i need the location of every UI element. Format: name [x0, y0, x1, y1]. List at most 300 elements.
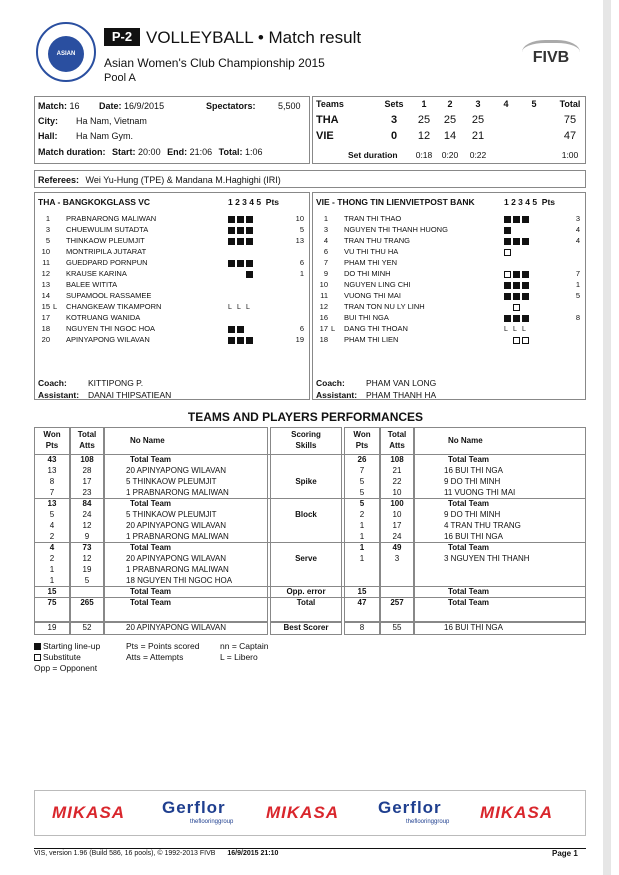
total-time: 1:06 [245, 147, 263, 157]
starting-square-icon [522, 216, 529, 223]
perf-atts: 49 [392, 543, 402, 552]
player-number: 4 [323, 236, 328, 245]
page-number: Page 1 [552, 849, 578, 858]
player-name: DANG THI THOAN [344, 324, 408, 333]
libero-mark: L [228, 304, 232, 311]
libero-mark: L [513, 326, 517, 333]
perf-player: 20 APINYAPONG WILAVAN [126, 554, 227, 563]
spectators-count: 5,500 [278, 101, 301, 111]
hall: Ha Nam Gym. [76, 131, 134, 141]
performances-title: TEAMS AND PLAYERS PERFORMANCES [187, 410, 424, 424]
set-duration-label: Set duration [348, 150, 398, 160]
player-sets [504, 225, 544, 234]
fivb-logo: FIVB [522, 40, 580, 70]
starting-square-icon [228, 326, 235, 333]
starting-square-icon [504, 227, 511, 234]
player-points: 5 [575, 291, 580, 300]
player-points: 1 [575, 280, 580, 289]
starting-square-icon [522, 271, 529, 278]
starting-square-icon [246, 216, 253, 223]
perf-group-rule [34, 454, 586, 455]
perf-won: 1 [359, 532, 365, 541]
player-number: 11 [320, 291, 328, 300]
starting-square-icon [237, 337, 244, 344]
perf-won: 75 [47, 598, 57, 607]
perf-player: 18 NGUYEN THI NGOC HOA [126, 576, 233, 585]
team-a-columns: 1 2 3 4 5 Pts [228, 197, 280, 207]
perf-skill: Serve [295, 554, 317, 563]
perf-player: Total Team [448, 499, 490, 508]
starting-square-icon [237, 326, 244, 333]
perf-won: 7 [49, 488, 55, 497]
perf-atts: 10 [392, 488, 402, 497]
perf-won: 2 [49, 532, 55, 541]
perf-atts: 23 [82, 488, 92, 497]
player-number: 20 [41, 335, 50, 344]
libero-mark: L [237, 304, 241, 311]
starting-square-icon [228, 227, 235, 234]
player-libero-flag: L [331, 324, 336, 333]
score-header-cell: 2 [447, 99, 453, 109]
legend-pts: Pts = Points scored [126, 641, 200, 651]
starting-square-icon [228, 216, 235, 223]
perf-atts: 265 [80, 598, 94, 607]
perf-header: Total [77, 430, 97, 439]
player-sets [504, 302, 544, 311]
player-libero-flag: L [53, 302, 58, 311]
legend-starting: Starting line-up [34, 641, 100, 652]
player-name: TRAN THI THAO [344, 214, 402, 223]
gerflor-logo-1: Gerflor [162, 798, 226, 817]
referees-label: Referees: [38, 175, 80, 185]
starting-square-icon [237, 260, 244, 267]
perf-atts: 3 [394, 554, 400, 563]
score-header-cell: Teams [316, 99, 344, 109]
gerflor-logo-2: Gerflor [378, 798, 442, 817]
player-name: PHAM THI YEN [344, 258, 398, 267]
player-sets [228, 236, 268, 245]
legend-opp: Opp = Opponent [34, 663, 98, 673]
city-label: City: [38, 116, 58, 126]
perf-header: Total [387, 430, 407, 439]
player-number: 16 [319, 313, 328, 322]
set-duration-value: 1:00 [561, 150, 579, 160]
legend-substitute: Substitute [34, 652, 100, 663]
substitute-square-icon [504, 249, 511, 256]
perf-won: 5 [359, 488, 365, 497]
starting-square-icon [246, 227, 253, 234]
player-name: BUI THI NGA [344, 313, 389, 322]
player-sets [504, 214, 544, 223]
player-sets [228, 335, 268, 344]
legend-libero: L = Libero [220, 652, 258, 662]
perf-player: 4 TRAN THU TRANG [444, 521, 521, 530]
footer-rule [34, 848, 586, 849]
score-header-cell: Total [559, 99, 581, 109]
player-name: MONTRIPILA JUTARAT [66, 247, 147, 256]
player-name: NGUYEN LING CHI [344, 280, 411, 289]
team-a-coach-name: KITTIPONG P. [88, 378, 144, 388]
perf-won: 26 [357, 455, 367, 464]
player-number: 6 [323, 247, 328, 256]
perf-player: 1 PRABNARONG MALIWAN [126, 532, 229, 541]
player-name: DO THI MINH [344, 269, 391, 278]
team-a-roster [34, 214, 310, 364]
score-header-cell: 1 [421, 99, 427, 109]
libero-mark: L [246, 304, 250, 311]
score-header-cell: 3 [475, 99, 481, 109]
perf-group-rule [34, 542, 586, 543]
duration-row [38, 147, 263, 157]
perf-won: 13 [47, 499, 57, 508]
legend-captain: nn = Captain [220, 641, 269, 651]
score-cell: 25 [443, 114, 457, 126]
score-header-cell: Sets [384, 99, 404, 109]
player-sets [228, 302, 268, 311]
starting-square-icon [513, 315, 520, 322]
player-name: NGUYEN THI THANH HUONG [344, 225, 448, 234]
perf-atts: 108 [80, 455, 94, 464]
perf-won: 15 [357, 587, 367, 596]
player-number: 15 [41, 302, 50, 311]
perf-skill: Opp. error [286, 587, 326, 596]
player-number: 12 [41, 269, 50, 278]
player-sets [228, 214, 268, 223]
perf-won: 1 [49, 576, 55, 585]
perf-won: 5 [359, 477, 365, 486]
substitute-square-icon [522, 337, 529, 344]
player-name: NGUYEN THI NGOC HOA [66, 324, 156, 333]
player-number: 18 [319, 335, 328, 344]
player-number: 3 [45, 225, 50, 234]
player-points: 13 [295, 236, 304, 245]
best-won: 8 [359, 623, 365, 632]
perf-player: Total Team [448, 455, 490, 464]
perf-atts: 5 [84, 576, 90, 585]
page-title: VOLLEYBALL • Match result [146, 28, 362, 47]
player-points: 6 [299, 258, 304, 267]
starting-square-icon [522, 315, 529, 322]
best-atts: 52 [82, 623, 92, 632]
perf-player: Total Team [130, 499, 172, 508]
score-cell: THA [316, 114, 339, 126]
perf-header: Pts [45, 441, 59, 450]
starting-square-icon [237, 238, 244, 245]
perf-header-skill: Skills [295, 441, 317, 450]
perf-header: Atts [389, 441, 405, 450]
perf-player: 5 THINKAOW PLEUMJIT [126, 477, 217, 486]
player-name: PHAM THI LIEN [344, 335, 399, 344]
team-b-assistant-name: PHAM THANH HA [366, 390, 437, 400]
perf-won: 43 [47, 455, 57, 464]
player-number: 14 [41, 291, 50, 300]
perf-atts: 24 [82, 510, 92, 519]
player-name: KOTRUANG WANIDA [66, 313, 141, 322]
referees-names: Wei Yu-Hung (TPE) & Mandana M.Haghighi (IRI) [85, 175, 281, 185]
perf-atts: 108 [390, 455, 404, 464]
page-code: P-2 [104, 28, 140, 46]
perf-player: Total Team [130, 598, 172, 607]
perf-player: 1 PRABNARONG MALIWAN [126, 488, 229, 497]
player-points: 8 [575, 313, 580, 322]
player-number: 9 [323, 269, 328, 278]
player-points: 10 [295, 214, 304, 223]
starting-square-icon [228, 260, 235, 267]
best-atts: 55 [392, 623, 402, 632]
score-cell: 25 [417, 114, 431, 126]
player-sets [504, 324, 544, 333]
perf-atts: 10 [392, 510, 402, 519]
player-number: 18 [41, 324, 50, 333]
player-name: VU THI THU HA [344, 247, 399, 256]
score-cell: 21 [471, 130, 485, 142]
player-points: 5 [299, 225, 304, 234]
perf-header: Won [353, 430, 371, 439]
starting-square-icon [504, 315, 511, 322]
perf-atts: 73 [82, 543, 92, 552]
player-number: 1 [323, 214, 328, 223]
filled-square-icon [34, 643, 41, 650]
perf-header-name: No Name [130, 436, 165, 445]
score-header-cell: 5 [531, 99, 537, 109]
substitute-square-icon [513, 304, 520, 311]
perf-player: 1 PRABNARONG MALIWAN [126, 565, 229, 574]
perf-atts: 12 [82, 521, 92, 530]
player-sets [228, 269, 268, 278]
score-cell: 3 [390, 114, 398, 126]
player-points: 7 [575, 269, 580, 278]
starting-square-icon [237, 227, 244, 234]
set-duration-value: 0:20 [441, 150, 459, 160]
perf-won: 1 [359, 521, 365, 530]
perf-atts: 19 [82, 565, 92, 574]
score-cell: 14 [443, 130, 457, 142]
perf-player: 5 THINKAOW PLEUMJIT [126, 510, 217, 519]
starting-square-icon [513, 293, 520, 300]
perf-skill: Total [296, 598, 316, 607]
perf-player: Total Team [130, 455, 172, 464]
set-duration-value: 0:22 [469, 150, 487, 160]
player-number: 12 [319, 302, 328, 311]
perf-won: 1 [359, 543, 365, 552]
referees-row [38, 175, 281, 185]
starting-square-icon [522, 282, 529, 289]
date-label: Date: [99, 101, 122, 111]
perf-won: 4 [49, 543, 55, 552]
starting-square-icon [513, 216, 520, 223]
perf-atts: 84 [82, 499, 92, 508]
perf-group-rule [34, 498, 586, 499]
perf-atts: 17 [82, 477, 92, 486]
perf-won: 47 [357, 598, 367, 607]
player-name: VUONG THI MAI [344, 291, 401, 300]
start-label: Start: [112, 147, 136, 157]
perf-player: Total Team [130, 543, 172, 552]
match-label: Match: [38, 101, 67, 111]
coach-label: Coach: [38, 378, 67, 388]
player-number: 10 [319, 280, 328, 289]
player-name: KRAUSE KARINA [66, 269, 127, 278]
starting-square-icon [228, 238, 235, 245]
championship-name: Asian Women's Club Championship 2015 [104, 56, 325, 70]
player-sets [228, 225, 268, 234]
perf-won: 8 [49, 477, 55, 486]
performances-table [34, 427, 586, 635]
starting-square-icon [246, 260, 253, 267]
starting-square-icon [246, 271, 253, 278]
player-points: 19 [295, 335, 304, 344]
player-sets [504, 313, 544, 322]
team-b-name: VIE - THONG TIN LIENVIETPOST BANK [316, 197, 475, 207]
perf-atts: 100 [390, 499, 404, 508]
perf-won: 5 [359, 499, 365, 508]
end-time: 21:06 [189, 147, 213, 157]
perf-player: 3 NGUYEN THI THANH [444, 554, 530, 563]
team-b-roster [312, 214, 586, 364]
score-header-cell: 4 [503, 99, 509, 109]
perf-player: Total Team [448, 543, 490, 552]
logo-badge: ASIAN CLUB [48, 36, 84, 72]
score-cell: VIE [316, 130, 334, 142]
player-name: TRAN TON NU LY LINH [344, 302, 425, 311]
player-points: 3 [575, 214, 580, 223]
perf-player: Total Team [448, 587, 490, 596]
player-points: 4 [575, 236, 580, 245]
perf-player: 16 BUI THI NGA [444, 532, 503, 541]
perf-won: 7 [359, 466, 365, 475]
total-label: Total: [218, 147, 243, 157]
player-number: 1 [45, 214, 50, 223]
team-a-assistant-name: DANAI THIPSATIEAN [88, 390, 172, 400]
starting-square-icon [513, 238, 520, 245]
player-sets [504, 269, 544, 278]
end-label: End: [167, 147, 188, 157]
substitute-square-icon [504, 271, 511, 278]
player-number: 3 [323, 225, 328, 234]
team-b-columns: 1 2 3 4 5 Pts [504, 197, 556, 207]
perf-header: Pts [355, 441, 369, 450]
team-a-assistant-label: Assistant: [38, 390, 80, 400]
match-date: 16/9/2015 [124, 101, 165, 111]
starting-square-icon [504, 238, 511, 245]
mikasa-logo-2: MIKASA [266, 803, 340, 822]
footer-version-text: VIS, version 1.96 (Build 586, 16 pools), © 1992-2013 FIVB [34, 850, 216, 857]
perf-atts: 9 [84, 532, 90, 541]
player-name: CHANGKEAW TIKAMPORN [66, 302, 162, 311]
footer-date: 16/9/2015 21:10 [227, 850, 279, 857]
legend-right [220, 641, 268, 663]
player-number: 17 [319, 324, 328, 333]
perf-header-name: No Name [448, 436, 483, 445]
score-header [312, 99, 586, 111]
starting-square-icon [504, 282, 511, 289]
perf-atts: 21 [392, 466, 402, 475]
player-number: 10 [41, 247, 50, 256]
perf-won: 15 [47, 587, 57, 596]
player-name: GUEDPARD PORNPUN [66, 258, 148, 267]
legend-atts: Atts = Attempts [126, 652, 184, 662]
starting-square-icon [246, 238, 253, 245]
best-player: 20 APINYAPONG WILAVAN [126, 623, 227, 632]
starting-square-icon [513, 271, 520, 278]
best-won: 19 [47, 623, 57, 632]
libero-mark: L [522, 326, 526, 333]
starting-square-icon [504, 216, 511, 223]
player-sets [228, 258, 268, 267]
perf-atts: 257 [390, 598, 404, 607]
perf-player: 20 APINYAPONG WILAVAN [126, 466, 227, 475]
perf-player: 9 DO THI MINH [444, 510, 501, 519]
set-duration-value: 0:18 [415, 150, 433, 160]
player-name: TRAN THU TRANG [344, 236, 410, 245]
perf-won: 2 [359, 510, 365, 519]
libero-mark: L [504, 326, 508, 333]
match-number: 16 [69, 101, 80, 111]
mikasa-logo-3: MIKASA [480, 803, 554, 822]
starting-square-icon [513, 282, 520, 289]
player-sets [504, 247, 544, 256]
score-cell: 12 [417, 130, 431, 142]
perf-atts: 22 [392, 477, 402, 486]
player-sets [504, 335, 544, 344]
team-b-coach-label: Coach: [316, 378, 345, 388]
player-name: THINKAOW PLEUMJIT [66, 236, 145, 245]
player-number: 17 [41, 313, 50, 322]
player-number: 13 [41, 280, 50, 289]
spectators-row [206, 101, 256, 111]
spectators-label: Spectators: [206, 101, 256, 111]
perf-player: Total Team [448, 598, 490, 607]
perf-atts: 17 [392, 521, 402, 530]
best-skill: Best Scorer [283, 623, 329, 632]
player-sets [228, 324, 268, 333]
match-number-row [38, 101, 80, 111]
player-name: APINYAPONG WILAVAN [66, 335, 150, 344]
perf-won: 5 [49, 510, 55, 519]
start-time: 20:00 [138, 147, 161, 157]
team-b-assistant-label: Assistant: [316, 390, 358, 400]
perf-won: 1 [49, 565, 55, 574]
perf-atts: 24 [392, 532, 402, 541]
perf-atts: 12 [82, 554, 92, 563]
pool-name: Pool A [104, 72, 136, 84]
player-points: 6 [299, 324, 304, 333]
player-number: 5 [45, 236, 50, 245]
team-a-coach [38, 378, 67, 388]
player-sets [504, 280, 544, 289]
city: Ha Nam, Vietnam [76, 116, 147, 126]
player-name: SUPAMOOL RASSAMEE [66, 291, 152, 300]
perf-skill: Block [295, 510, 317, 519]
perf-won: 2 [49, 554, 55, 563]
perf-header: Atts [79, 441, 95, 450]
starting-square-icon [522, 238, 529, 245]
duration-label: Match duration: [38, 147, 106, 157]
player-number: 11 [42, 258, 50, 267]
perf-player: Total Team [130, 587, 172, 596]
legend-middle [126, 641, 199, 663]
mikasa-logo-1: MIKASA [52, 803, 126, 822]
starting-square-icon [237, 216, 244, 223]
perf-header-skill: Scoring [291, 430, 321, 439]
perf-header: Won [43, 430, 61, 439]
legend [34, 641, 100, 674]
starting-square-icon [522, 293, 529, 300]
perf-skill: Spike [295, 477, 317, 486]
gerflor-tagline-2: theflooringgroup [406, 819, 450, 825]
hall-label: Hall: [38, 131, 58, 141]
score-cell: 47 [563, 130, 577, 142]
